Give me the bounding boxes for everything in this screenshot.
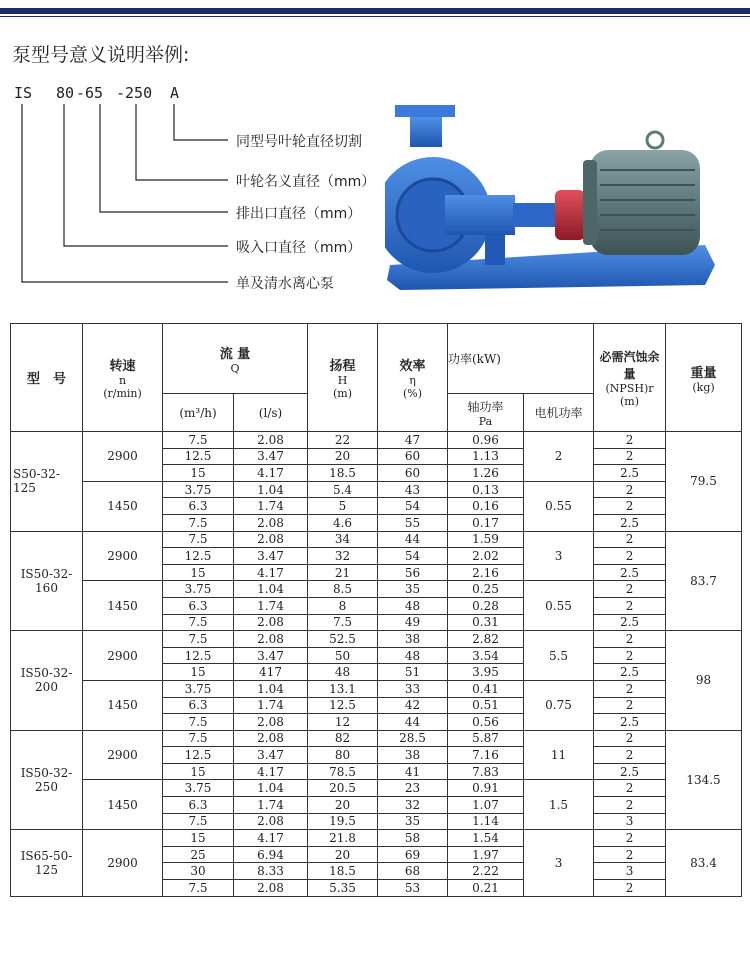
cell-motor-power: 0.55 (524, 581, 594, 631)
table-row (11, 581, 742, 598)
legend-impeller: 叶轮名义直径（mm） (236, 174, 376, 190)
cell-shaft-power: 7.83 (448, 763, 524, 780)
cell-shaft-power: 2.02 (448, 548, 524, 565)
cell-flow-m3h: 7.5 (163, 813, 234, 830)
cell-flow-ls: 3.47 (234, 548, 308, 565)
cell-efficiency: 44 (378, 714, 448, 731)
cell-head: 7.5 (308, 614, 378, 631)
cell-flow-ls: 3.47 (234, 747, 308, 764)
cell-flow-ls: 4.17 (234, 830, 308, 847)
cell-efficiency: 48 (378, 647, 448, 664)
cell-flow-m3h: 7.5 (163, 432, 234, 449)
cell-flow-m3h: 12.5 (163, 548, 234, 565)
cell-speed: 1450 (83, 581, 163, 631)
cell-npsh: 2 (594, 531, 666, 548)
cell-efficiency: 54 (378, 548, 448, 565)
cell-flow-m3h: 3.75 (163, 481, 234, 498)
cell-efficiency: 60 (378, 465, 448, 482)
cell-npsh: 2 (594, 780, 666, 797)
header-flow-m3h: (m³/h) (163, 394, 234, 432)
cell-npsh: 2 (594, 581, 666, 598)
table-row (11, 631, 742, 648)
cell-npsh: 2 (594, 730, 666, 747)
cell-shaft-power: 0.41 (448, 680, 524, 697)
cell-weight: 83.7 (666, 531, 742, 631)
cell-flow-ls: 1.04 (234, 581, 308, 598)
cell-efficiency: 41 (378, 763, 448, 780)
cell-efficiency: 47 (378, 432, 448, 449)
cell-speed: 1450 (83, 481, 163, 531)
table-row (11, 531, 742, 548)
cell-head: 21 (308, 564, 378, 581)
cell-flow-m3h: 7.5 (163, 714, 234, 731)
cell-head: 19.5 (308, 813, 378, 830)
cell-head: 8.5 (308, 581, 378, 598)
cell-flow-m3h: 3.75 (163, 680, 234, 697)
cell-npsh: 2 (594, 680, 666, 697)
cell-efficiency: 33 (378, 680, 448, 697)
cell-efficiency: 35 (378, 813, 448, 830)
cell-shaft-power: 1.07 (448, 797, 524, 814)
cell-npsh: 2.5 (594, 714, 666, 731)
cell-shaft-power: 0.56 (448, 714, 524, 731)
cell-shaft-power: 1.59 (448, 531, 524, 548)
cell-model: IS50-32- 250 (11, 730, 83, 830)
cell-npsh: 2 (594, 631, 666, 648)
cell-head: 20 (308, 797, 378, 814)
header-weight: 重量 (kg) (666, 324, 742, 432)
cell-shaft-power: 1.97 (448, 846, 524, 863)
cell-npsh: 2.5 (594, 763, 666, 780)
cell-shaft-power: 0.28 (448, 597, 524, 614)
cell-motor-power: 0.55 (524, 481, 594, 531)
cell-flow-ls: 1.04 (234, 481, 308, 498)
cell-flow-m3h: 3.75 (163, 780, 234, 797)
cell-flow-m3h: 30 (163, 863, 234, 880)
header-head: 扬程 H (m) (308, 324, 378, 432)
table-row (11, 680, 742, 697)
cell-head: 78.5 (308, 763, 378, 780)
cell-head: 5.35 (308, 880, 378, 897)
header-flow: 流 量 Q (163, 324, 308, 394)
cell-flow-ls: 2.08 (234, 514, 308, 531)
cell-head: 20 (308, 448, 378, 465)
cell-head: 8 (308, 597, 378, 614)
cell-model: IS50-32- 160 (11, 531, 83, 631)
cell-efficiency: 35 (378, 581, 448, 598)
cell-flow-ls: 4.17 (234, 564, 308, 581)
header-efficiency: 效率 η (%) (378, 324, 448, 432)
cell-efficiency: 58 (378, 830, 448, 847)
cell-flow-m3h: 15 (163, 664, 234, 681)
cell-flow-ls: 2.08 (234, 730, 308, 747)
cell-flow-ls: 2.08 (234, 714, 308, 731)
cell-npsh: 2 (594, 498, 666, 515)
cell-head: 32 (308, 548, 378, 565)
cell-flow-m3h: 12.5 (163, 448, 234, 465)
cell-shaft-power: 0.31 (448, 614, 524, 631)
pump-photo (385, 95, 720, 295)
cell-npsh: 2.5 (594, 564, 666, 581)
cell-weight: 79.5 (666, 432, 742, 532)
cell-motor-power: 3 (524, 830, 594, 896)
cell-npsh: 2 (594, 830, 666, 847)
cell-efficiency: 49 (378, 614, 448, 631)
table-row (11, 432, 742, 449)
cell-model: IS65-50- 125 (11, 830, 83, 896)
cell-flow-m3h: 6.3 (163, 498, 234, 515)
cell-npsh: 2.5 (594, 614, 666, 631)
cell-flow-ls: 3.47 (234, 448, 308, 465)
cell-flow-m3h: 25 (163, 846, 234, 863)
cell-flow-m3h: 6.3 (163, 597, 234, 614)
cell-shaft-power: 1.54 (448, 830, 524, 847)
cell-shaft-power: 0.91 (448, 780, 524, 797)
cell-npsh: 2 (594, 747, 666, 764)
cell-head: 34 (308, 531, 378, 548)
cell-flow-ls: 1.74 (234, 498, 308, 515)
cell-head: 12 (308, 714, 378, 731)
cell-npsh: 2.5 (594, 664, 666, 681)
legend-type: 单及清水离心泵 (236, 276, 334, 292)
cell-shaft-power: 0.17 (448, 514, 524, 531)
cell-motor-power: 3 (524, 531, 594, 581)
cell-motor-power: 11 (524, 730, 594, 780)
cell-head: 80 (308, 747, 378, 764)
header-shaft-power: 轴功率 Pa (448, 394, 524, 432)
cell-shaft-power: 2.16 (448, 564, 524, 581)
cell-speed: 2900 (83, 531, 163, 581)
cell-head: 5 (308, 498, 378, 515)
header-power: 功率(kW) (448, 324, 594, 394)
legend-outlet: 排出口直径（mm） (236, 206, 362, 222)
cell-flow-m3h: 7.5 (163, 631, 234, 648)
cell-npsh: 2 (594, 548, 666, 565)
cell-shaft-power: 0.13 (448, 481, 524, 498)
code-a: A (170, 84, 180, 102)
cell-speed: 1450 (83, 680, 163, 730)
cell-shaft-power: 5.87 (448, 730, 524, 747)
cell-flow-ls: 4.17 (234, 763, 308, 780)
cell-efficiency: 51 (378, 664, 448, 681)
cell-flow-ls: 4.17 (234, 465, 308, 482)
cell-flow-m3h: 12.5 (163, 747, 234, 764)
header-model: 型 号 (11, 324, 83, 432)
cell-efficiency: 38 (378, 747, 448, 764)
cell-head: 18.5 (308, 863, 378, 880)
cell-efficiency: 32 (378, 797, 448, 814)
cell-efficiency: 28.5 (378, 730, 448, 747)
cell-shaft-power: 3.54 (448, 647, 524, 664)
cell-npsh: 2 (594, 448, 666, 465)
cell-flow-m3h: 7.5 (163, 514, 234, 531)
cell-efficiency: 69 (378, 846, 448, 863)
cell-flow-m3h: 15 (163, 564, 234, 581)
code-65: -65 (76, 84, 104, 102)
cell-shaft-power: 7.16 (448, 747, 524, 764)
cell-speed: 2900 (83, 830, 163, 896)
cell-shaft-power: 1.14 (448, 813, 524, 830)
cell-head: 12.5 (308, 697, 378, 714)
cell-speed: 1450 (83, 780, 163, 830)
cell-efficiency: 38 (378, 631, 448, 648)
cell-npsh: 3 (594, 813, 666, 830)
cell-npsh: 2 (594, 597, 666, 614)
cell-flow-ls: 2.08 (234, 614, 308, 631)
header-motor-power: 电机功率 (524, 394, 594, 432)
cell-npsh: 2 (594, 880, 666, 897)
cell-head: 18.5 (308, 465, 378, 482)
cell-motor-power: 5.5 (524, 631, 594, 681)
cell-flow-ls: 6.94 (234, 846, 308, 863)
spec-table-body (11, 432, 742, 897)
cell-flow-m3h: 7.5 (163, 880, 234, 897)
cell-weight: 83.4 (666, 830, 742, 896)
legend-trim: 同型号叶轮直径切割 (236, 134, 362, 150)
cell-head: 13.1 (308, 680, 378, 697)
cell-head: 52.5 (308, 631, 378, 648)
cell-speed: 2900 (83, 432, 163, 482)
cell-head: 4.6 (308, 514, 378, 531)
cell-shaft-power: 0.96 (448, 432, 524, 449)
cell-speed: 2900 (83, 631, 163, 681)
legend-inlet: 吸入口直径（mm） (236, 240, 362, 256)
cell-flow-m3h: 6.3 (163, 697, 234, 714)
cell-npsh: 2 (594, 481, 666, 498)
page-title: 泵型号意义说明举例: (12, 44, 190, 66)
cell-flow-ls: 1.74 (234, 797, 308, 814)
cell-flow-m3h: 15 (163, 830, 234, 847)
cell-flow-m3h: 6.3 (163, 797, 234, 814)
cell-flow-ls: 8.33 (234, 863, 308, 880)
cell-head: 5.4 (308, 481, 378, 498)
cell-shaft-power: 0.21 (448, 880, 524, 897)
cell-weight: 98 (666, 631, 742, 731)
cell-flow-ls: 417 (234, 664, 308, 681)
cell-efficiency: 43 (378, 481, 448, 498)
table-row (11, 730, 742, 747)
cell-flow-ls: 2.08 (234, 880, 308, 897)
cell-flow-m3h: 7.5 (163, 614, 234, 631)
cell-flow-m3h: 15 (163, 465, 234, 482)
cell-flow-ls: 2.08 (234, 531, 308, 548)
cell-flow-ls: 1.04 (234, 680, 308, 697)
cell-efficiency: 55 (378, 514, 448, 531)
cell-flow-ls: 2.08 (234, 631, 308, 648)
cell-flow-m3h: 15 (163, 763, 234, 780)
cell-head: 21.8 (308, 830, 378, 847)
cell-flow-m3h: 7.5 (163, 730, 234, 747)
code-80: 80 (56, 84, 75, 102)
cell-shaft-power: 0.16 (448, 498, 524, 515)
cell-efficiency: 44 (378, 531, 448, 548)
cell-npsh: 2.5 (594, 514, 666, 531)
cell-head: 48 (308, 664, 378, 681)
cell-head: 20.5 (308, 780, 378, 797)
cell-head: 82 (308, 730, 378, 747)
cell-npsh: 2 (594, 797, 666, 814)
cell-efficiency: 23 (378, 780, 448, 797)
cell-flow-m3h: 3.75 (163, 581, 234, 598)
cell-head: 50 (308, 647, 378, 664)
cell-motor-power: 2 (524, 432, 594, 482)
table-row (11, 481, 742, 498)
cell-flow-ls: 3.47 (234, 647, 308, 664)
code-250: -250 (116, 84, 153, 102)
cell-shaft-power: 1.13 (448, 448, 524, 465)
cell-efficiency: 48 (378, 597, 448, 614)
cell-npsh: 2 (594, 647, 666, 664)
cell-head: 20 (308, 846, 378, 863)
cell-speed: 2900 (83, 730, 163, 780)
cell-flow-ls: 2.08 (234, 432, 308, 449)
cell-efficiency: 68 (378, 863, 448, 880)
cell-npsh: 2.5 (594, 465, 666, 482)
cell-flow-m3h: 12.5 (163, 647, 234, 664)
cell-shaft-power: 2.82 (448, 631, 524, 648)
cell-npsh: 2 (594, 432, 666, 449)
cell-efficiency: 53 (378, 880, 448, 897)
cell-flow-m3h: 7.5 (163, 531, 234, 548)
cell-shaft-power: 0.51 (448, 697, 524, 714)
cell-model: IS50-32- 200 (11, 631, 83, 731)
cell-motor-power: 1.5 (524, 780, 594, 830)
cell-efficiency: 54 (378, 498, 448, 515)
table-row (11, 830, 742, 847)
cell-shaft-power: 1.26 (448, 465, 524, 482)
cell-efficiency: 60 (378, 448, 448, 465)
cell-motor-power: 0.75 (524, 680, 594, 730)
spec-table (10, 323, 742, 897)
header-speed: 转速 n (r/min) (83, 324, 163, 432)
cell-flow-ls: 1.74 (234, 697, 308, 714)
cell-efficiency: 56 (378, 564, 448, 581)
cell-shaft-power: 2.22 (448, 863, 524, 880)
cell-flow-ls: 2.08 (234, 813, 308, 830)
cell-shaft-power: 3.95 (448, 664, 524, 681)
cell-model: S50-32-125 (11, 432, 83, 532)
cell-flow-ls: 1.04 (234, 780, 308, 797)
cell-head: 22 (308, 432, 378, 449)
code-is: IS (14, 84, 33, 102)
table-row (11, 780, 742, 797)
header-flow-ls: (l/s) (234, 394, 308, 432)
cell-shaft-power: 0.25 (448, 581, 524, 598)
cell-flow-ls: 1.74 (234, 597, 308, 614)
header-npsh: 必需汽蚀余量 (NPSH)r (m) (594, 324, 666, 432)
cell-npsh: 2 (594, 846, 666, 863)
cell-weight: 134.5 (666, 730, 742, 830)
cell-npsh: 2 (594, 697, 666, 714)
cell-efficiency: 42 (378, 697, 448, 714)
cell-npsh: 3 (594, 863, 666, 880)
